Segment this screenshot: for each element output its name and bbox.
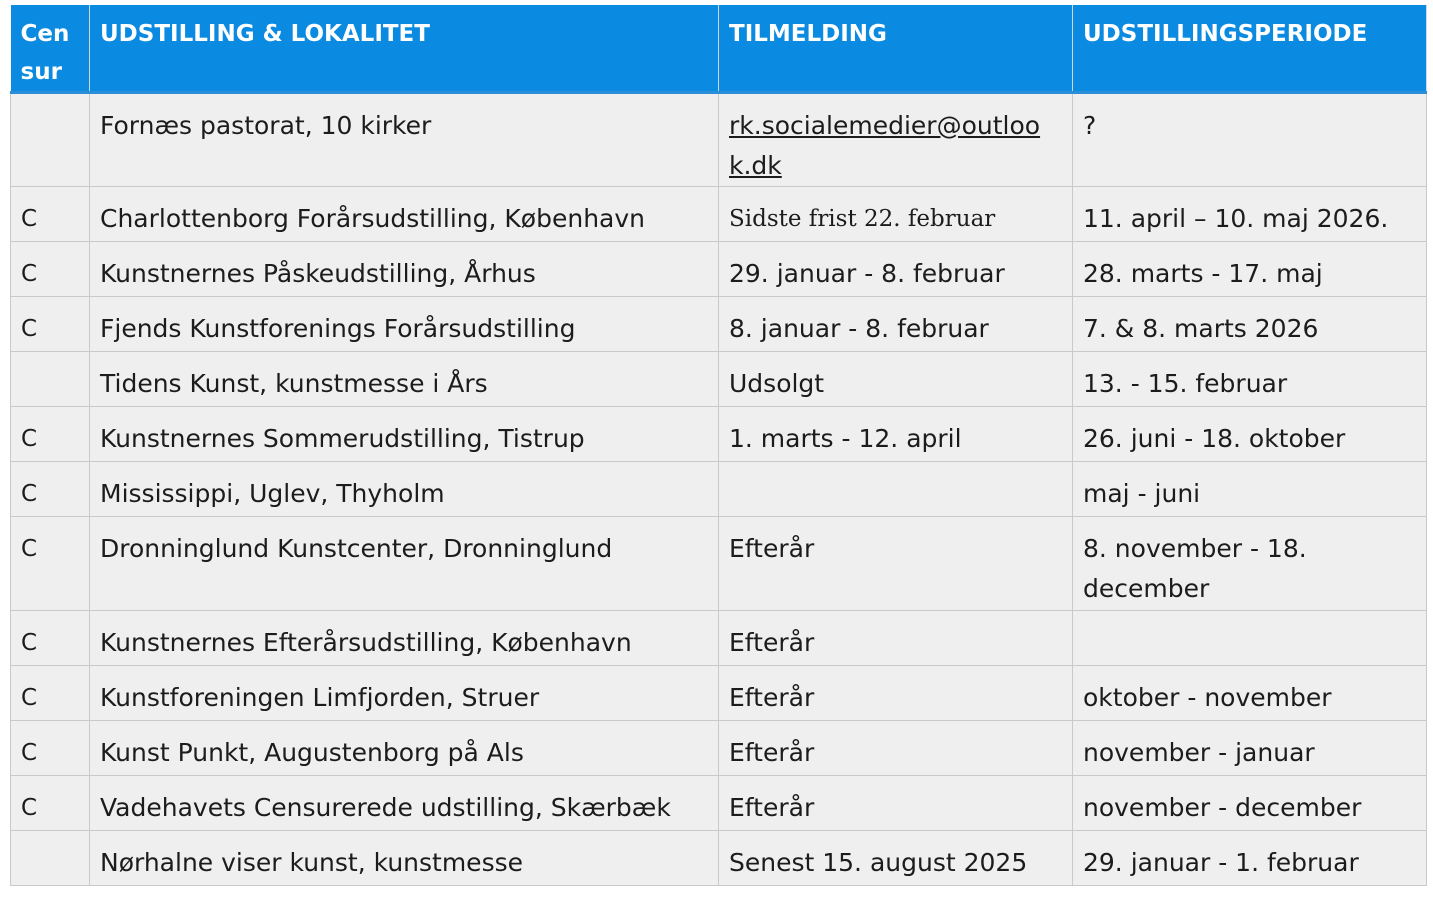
table-row (11, 462, 1427, 517)
table-row (11, 721, 1427, 776)
cell-tilmelding (719, 462, 1073, 517)
cell-censur: C (11, 187, 90, 242)
cell-tilmelding: Efterår (719, 776, 1073, 831)
cell-tilmelding (719, 93, 1073, 187)
header-row (11, 5, 1427, 93)
cell-udstilling: Fjends Kunstforenings Forårsudstilling (90, 297, 719, 352)
cell-tilmelding: Efterår (719, 666, 1073, 721)
cell-censur: C (11, 242, 90, 297)
cell-tilmelding: Efterår (719, 721, 1073, 776)
table-row (11, 517, 1427, 611)
cell-censur (11, 831, 90, 886)
cell-censur: C (11, 517, 90, 611)
cell-udstilling: Charlottenborg Forårsudstilling, København (90, 187, 719, 242)
cell-udstilling: Vadehavets Censurerede udstilling, Skærbæk (90, 776, 719, 831)
cell-udstilling: Fornæs pastorat, 10 kirker (90, 93, 719, 187)
cell-periode: 26. juni - 18. oktober (1073, 407, 1427, 462)
cell-censur (11, 93, 90, 187)
cell-periode: 29. januar - 1. februar (1073, 831, 1427, 886)
table-row (11, 611, 1427, 666)
table-row (11, 776, 1427, 831)
cell-periode: maj - juni (1073, 462, 1427, 517)
cell-tilmelding: Efterår (719, 611, 1073, 666)
cell-periode: 7. & 8. marts 2026 (1073, 297, 1427, 352)
cell-periode: november - januar (1073, 721, 1427, 776)
cell-periode: oktober - november (1073, 666, 1427, 721)
header-censur: Cen sur (11, 5, 90, 93)
table-row (11, 666, 1427, 721)
cell-censur (11, 352, 90, 407)
cell-tilmelding: 1. marts - 12. april (719, 407, 1073, 462)
table-row (11, 93, 1427, 187)
cell-tilmelding: 29. januar - 8. februar (719, 242, 1073, 297)
cell-periode: november - december (1073, 776, 1427, 831)
table-row (11, 407, 1427, 462)
cell-censur: C (11, 666, 90, 721)
cell-udstilling: Nørhalne viser kunst, kunstmesse (90, 831, 719, 886)
table-row (11, 352, 1427, 407)
cell-udstilling: Kunstnernes Sommerudstilling, Tistrup (90, 407, 719, 462)
cell-censur: C (11, 721, 90, 776)
cell-udstilling: Kunst Punkt, Augustenborg på Als (90, 721, 719, 776)
cell-periode: 13. - 15. februar (1073, 352, 1427, 407)
exhibition-table (10, 5, 1427, 886)
cell-censur: C (11, 462, 90, 517)
email-link[interactable]: rk.socialemedier@outlook.dk (729, 111, 1041, 180)
cell-tilmelding: Sidste frist 22. februar (719, 187, 1073, 242)
cell-udstilling: Mississippi, Uglev, Thyholm (90, 462, 719, 517)
cell-udstilling: Kunstnernes Efterårsudstilling, København (90, 611, 719, 666)
cell-periode: 8. november - 18. december (1073, 517, 1427, 611)
cell-tilmelding: Senest 15. august 2025 (719, 831, 1073, 886)
cell-periode: 11. april – 10. maj 2026. (1073, 187, 1427, 242)
cell-periode (1073, 611, 1427, 666)
header-udstilling: UDSTILLING & LOKALITET (90, 5, 719, 93)
cell-censur: C (11, 611, 90, 666)
table-row (11, 297, 1427, 352)
cell-censur: C (11, 297, 90, 352)
cell-censur: C (11, 407, 90, 462)
cell-udstilling: Dronninglund Kunstcenter, Dronninglund (90, 517, 719, 611)
cell-censur: C (11, 776, 90, 831)
header-tilmelding: TILMELDING (719, 5, 1073, 93)
cell-periode: 28. marts - 17. maj (1073, 242, 1427, 297)
cell-tilmelding: Udsolgt (719, 352, 1073, 407)
table-row (11, 831, 1427, 886)
cell-udstilling: Kunstnernes Påskeudstilling, Århus (90, 242, 719, 297)
cell-periode: ? (1073, 93, 1427, 187)
cell-udstilling: Tidens Kunst, kunstmesse i Års (90, 352, 719, 407)
cell-tilmelding: Efterår (719, 517, 1073, 611)
header-periode: UDSTILLINGSPERIODE (1073, 5, 1427, 93)
table-row (11, 242, 1427, 297)
cell-udstilling: Kunstforeningen Limfjorden, Struer (90, 666, 719, 721)
table-row (11, 187, 1427, 242)
cell-tilmelding: 8. januar - 8. februar (719, 297, 1073, 352)
